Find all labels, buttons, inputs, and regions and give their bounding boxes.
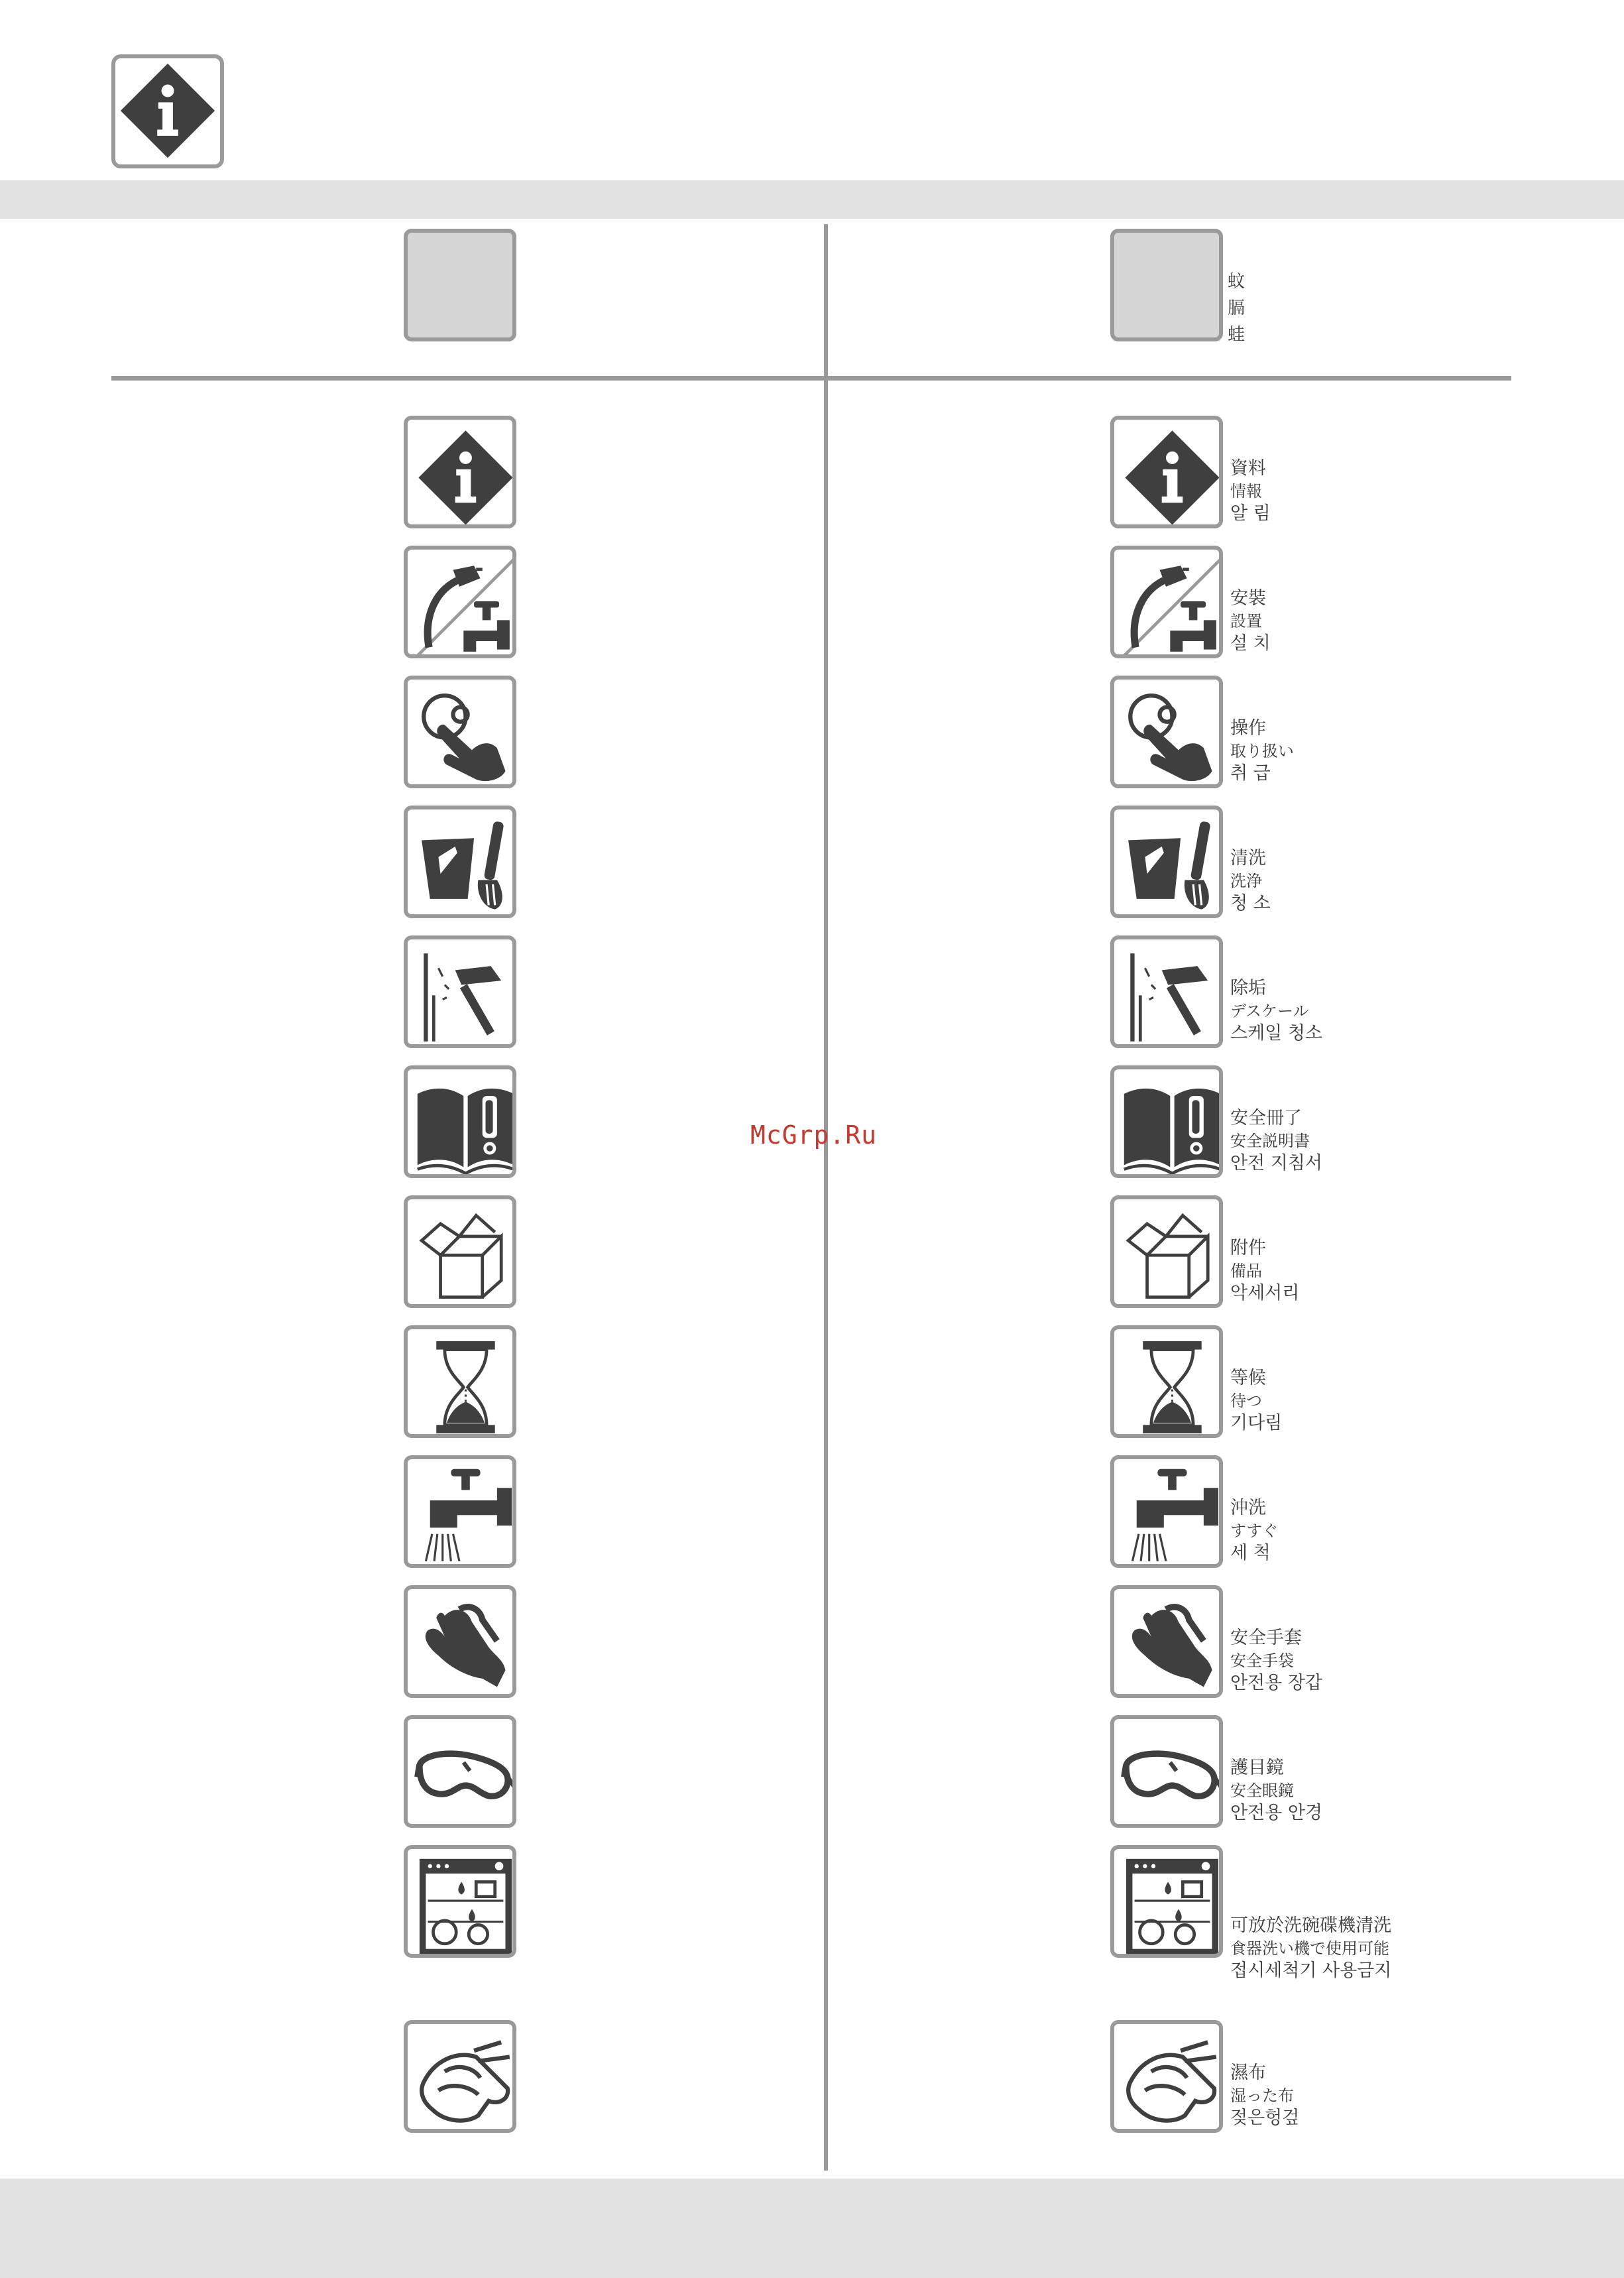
descaling-hammer-icon (404, 935, 516, 1048)
info-diamond-icon (404, 416, 516, 528)
accessories-open-box-icon (1110, 1195, 1223, 1308)
info-diamond-icon (111, 54, 224, 168)
symbol-label-2-line-1: 安裝 (1230, 588, 1266, 609)
symbol-label-7 (1230, 1237, 1469, 1305)
symbol-label-4 (1230, 847, 1469, 915)
symbol-label-3 (1230, 717, 1469, 785)
operation-hand-press-icon (404, 676, 516, 788)
symbol-label-11 (1230, 1757, 1469, 1825)
operation-hand-press-icon (1110, 676, 1223, 788)
symbol-label-5-line-2: デスケール (1230, 1002, 1309, 1020)
symbol-label-11-line-3: 안전용 안경 (1230, 1803, 1322, 1823)
descaling-hammer-icon (1110, 935, 1223, 1048)
symbol-label-1-line-2: 情報 (1230, 482, 1262, 501)
right-header-label (1228, 269, 1466, 348)
symbol-label-2-line-2: 設置 (1230, 612, 1262, 630)
symbol-label-13-line-3: 젖은헝겊 (1230, 2108, 1300, 2128)
symbol-label-8-line-2: 待つ (1230, 1392, 1262, 1410)
safety-goggles-icon (1110, 1715, 1223, 1828)
symbol-label-2-line-3: 설 치 (1230, 633, 1271, 654)
symbol-label-9-line-1: 沖洗 (1230, 1498, 1266, 1518)
symbol-label-10-line-3: 안전용 장갑 (1230, 1673, 1322, 1693)
symbol-label-7-line-2: 備品 (1230, 1262, 1262, 1280)
symbol-label-8-line-3: 기다림 (1230, 1413, 1283, 1433)
symbol-label-11-line-1: 護目鏡 (1230, 1758, 1284, 1778)
symbol-label-10-line-1: 安全手套 (1230, 1628, 1302, 1648)
wait-hourglass-icon (1110, 1325, 1223, 1438)
symbol-label-9 (1230, 1497, 1469, 1565)
symbol-label-12-line-1: 可放於洗碗碟機清洗 (1230, 1915, 1391, 1936)
safety-gloves-icon (404, 1585, 516, 1698)
info-diamond-icon (1110, 416, 1223, 528)
symbol-label-13 (1230, 2062, 1469, 2129)
symbol-label-10-line-2: 安全手袋 (1230, 1651, 1294, 1670)
wait-hourglass-icon (404, 1325, 516, 1438)
symbol-label-2 (1230, 587, 1469, 655)
symbol-label-3-line-1: 操作 (1230, 718, 1266, 739)
symbol-label-6-line-3: 안전 지침서 (1230, 1153, 1322, 1173)
damp-cloth-hand-icon (1110, 2020, 1223, 2133)
safety-goggles-icon (404, 1715, 516, 1828)
symbol-label-5-line-1: 除垢 (1230, 978, 1266, 998)
symbol-label-3-line-2: 取り扱い (1230, 742, 1294, 760)
symbol-label-4-line-2: 洗浄 (1230, 872, 1262, 890)
rinse-tap-water-icon (1110, 1455, 1223, 1568)
symbol-label-13-line-1: 濕布 (1230, 2063, 1266, 2083)
symbol-label-1-line-3: 알 림 (1230, 503, 1271, 524)
symbol-label-6 (1230, 1107, 1469, 1175)
accessories-open-box-icon (404, 1195, 516, 1308)
symbol-label-6-line-1: 安全冊了 (1230, 1108, 1302, 1128)
rinse-tap-water-icon (404, 1455, 516, 1568)
bottom-gray-band (0, 2179, 1624, 2278)
dishwasher-icon (1110, 1845, 1223, 1958)
symbol-label-10 (1230, 1627, 1469, 1695)
symbol-label-8 (1230, 1367, 1469, 1435)
symbol-label-11-line-2: 安全眼鏡 (1230, 1781, 1294, 1800)
symbol-label-3-line-3: 취 급 (1230, 763, 1271, 784)
safety-gloves-icon (1110, 1585, 1223, 1698)
watermark: McGrp.Ru (750, 1120, 878, 1150)
right-header-blank-tile (1110, 229, 1223, 341)
cleaning-bucket-brush-icon (1110, 806, 1223, 918)
symbol-label-13-line-2: 湿った布 (1230, 2086, 1294, 2105)
header-divider (111, 376, 1511, 381)
damp-cloth-hand-icon (404, 2020, 516, 2133)
symbol-label-8-line-1: 等候 (1230, 1368, 1266, 1388)
symbol-label-4-line-3: 청 소 (1230, 893, 1271, 914)
right-header-label-line-3: 蛙 (1228, 325, 1246, 345)
installation-tap-hose-icon (404, 546, 516, 658)
left-header-blank-tile (404, 229, 516, 341)
symbol-label-5 (1230, 977, 1469, 1045)
symbol-label-7-line-1: 附件 (1230, 1238, 1266, 1258)
symbol-label-12-line-3: 접시세척기 사용금지 (1230, 1960, 1392, 1981)
column-divider (824, 224, 828, 2171)
symbol-label-6-line-2: 安全説明書 (1230, 1132, 1310, 1150)
symbol-label-4-line-1: 清洗 (1230, 848, 1266, 869)
symbol-label-5-line-3: 스케일 청소 (1230, 1023, 1322, 1044)
top-gray-band (0, 180, 1624, 219)
safety-manual-book-icon (404, 1065, 516, 1178)
symbol-label-9-line-3: 세 척 (1230, 1543, 1271, 1563)
symbol-label-1-line-1: 資料 (1230, 458, 1266, 479)
symbol-label-12-line-2: 食器洗い機で使用可能 (1230, 1939, 1389, 1958)
right-header-label-line-1: 蚊 (1228, 272, 1246, 292)
right-header-label-line-2: 膈 (1228, 298, 1246, 318)
symbol-label-9-line-2: すすぐ (1230, 1522, 1279, 1540)
symbol-label-1 (1230, 457, 1469, 525)
cleaning-bucket-brush-icon (404, 806, 516, 918)
symbol-label-12 (1230, 1915, 1469, 1982)
symbol-label-7-line-3: 악세서리 (1230, 1283, 1300, 1303)
dishwasher-icon (404, 1845, 516, 1958)
safety-manual-book-icon (1110, 1065, 1223, 1178)
installation-tap-hose-icon (1110, 546, 1223, 658)
